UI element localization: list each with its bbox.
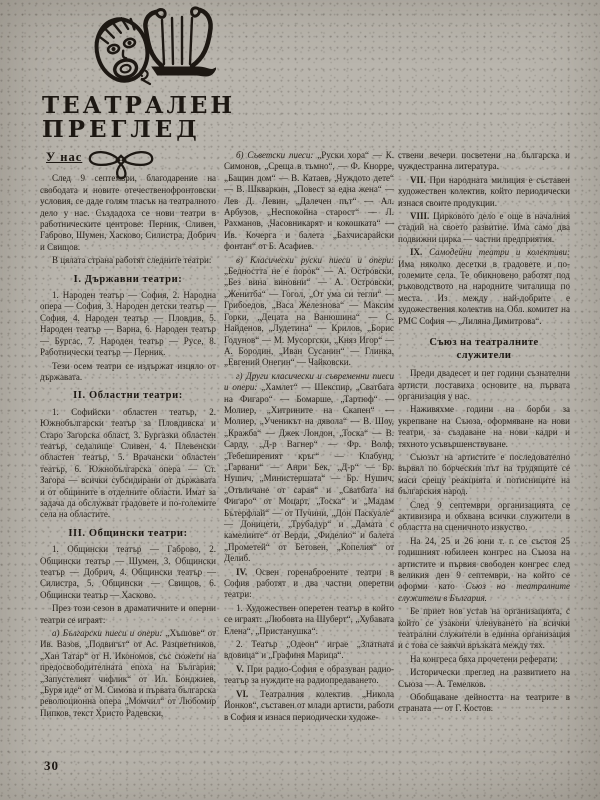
paragraph [40,290,216,358]
paragraph-text: Съюзът на артистите е последователно вървял по борческия път на трудящите се маси срещу реакцията и потисниците на българския народ. [398,451,570,497]
paragraph-lead: VI. [236,688,249,699]
paragraph-text: „Руски хора“ — К. Симонов, „Среща в тъмно“, — Ф. Кнорре, „Бащин дом“ — В. Катаев, „Чуждото дете“ — В. Шкваркин, „Повест за една жена“ — Лев Д. Левин, „Далечен път“ — Ал. Арбузов, „Неспокойна старост“ — Л. Рахманов, „Часовникарят и кокошката“ — Ив. Кочерга и балета „Бахчисарайски фонтан“ от Б. Асафиев. [224,150,394,252]
subsection-heading-municipal-theatres: III. Общински театри: [68,527,188,539]
paragraph-text: На 24, 25 и 26 юни т. г. се състоя 25 годишният юбилеен конгрес на Съюза на артистите и първия свободен конгрес след великия ден 9 септември, на който се оформи като [398,535,570,592]
paragraph-text: Наживяхме години на борби за укрепване на Съюза, оформяване на нови театри, за създаване на нови кадри и тяхното усъвършенствуване. [398,404,570,449]
paragraph-lead: б) Съветски пиеси: [236,150,314,160]
paragraph-lead: г) Други класически и съвременни пиеси и опери: [224,370,394,393]
paragraph [40,628,216,719]
column-right [398,150,570,717]
paragraph [224,689,394,723]
paragraph-lead: а) Български пиеси и опери: [52,628,163,639]
paragraph [398,500,570,534]
paragraph [224,255,394,369]
paragraph-lead-italic: Самодейни театри и колективи: [422,247,570,258]
section-heading-union: Съюз на театралните служители [429,337,539,362]
paragraph [398,536,570,604]
paragraph-text: Цирковото дело е още в началния стадий на своето развитие. Има само два подвижни цирка — частни предприятия. [398,211,570,244]
paragraph [398,452,570,498]
section-heading-u-nas: У нас [46,150,83,164]
paragraph-lead: в) Класически руски пиеси и опери: [236,254,394,265]
paragraph-text: Преди двадесет и пет години съзнателни артисти поставиха основите на първата организация у нас. [398,368,570,401]
paragraph-text: Тези осем театри се издържат изцяло от държавата. [40,360,216,382]
paragraph [40,361,216,384]
paragraph-text: Бе приет нов устав на организацията, с който се узакони членуването на всички театрални служители в единна организация и с това се заякчи връзката между тях. [398,606,570,651]
paragraph-lead: VII. [410,174,426,185]
paragraph [224,664,394,687]
paragraph [398,247,570,327]
paragraph [40,544,216,601]
paragraph-lead: IV. [236,566,248,577]
paragraph [398,175,570,209]
paragraph-text: 2. Театър „Одеон“ играе „Златната вдовица“ и „Графиня Марица“. [224,639,394,661]
paragraph-text: ствени вечери посветени на българска и чуждестранна литература. [398,150,570,172]
paragraph-text: През този сезон в драматичните и оперни театри се играят: [40,603,216,625]
paragraph-lead: V. [236,663,244,674]
paragraph [398,654,570,665]
page-title [42,92,236,143]
paragraph-lead: IX. [410,247,423,258]
paragraph-text: Обобщаване дейността на театрите в страната — от Г. Костов. [398,692,570,714]
paragraph-text: Освен горенаброените театри в София работят и два частни оперетни театри: [224,566,394,600]
paragraph [398,368,570,402]
paragraph [398,606,570,652]
paragraph [224,603,394,637]
paragraph [224,639,394,662]
paragraph-text: 1. Народен театър — София, 2. Народна опера — София, 3. Народен детски театър — София, 4. Народен театър — Пловдив, 5. Народен театър — Варна, 6. Народен театър — Бургас, 7. Народен театър — Русе, 8. Работнически театър — Перник. [40,290,216,358]
title-line-2: ПРЕГЛЕД [42,116,201,143]
paragraph [40,255,216,266]
paragraph-text: На конгреса бяха прочетени реферати: [410,653,558,664]
paragraph-text: 1. Софийски областен театър, 2. Южнобългарски театър за Пловдивска и Старо Загорска област, 3. Бургазки областен театър, седалище Сливен, 4. Плевенски областен театър, 5. Врачански областен театър, 6. Южнобългарска опера — Ст. Загора — всички субсидирани от държавата и от общините в отделните области. Имат за задача да обслужват градовете и по-големите села на областите. [40,406,216,520]
title-line-1: ТЕАТРАЛЕН [42,92,236,119]
subsection-heading-regional-theatres: II. Областни театри: [73,390,183,402]
paragraph-text: Исторически преглед на развитието на Съюза — А. Темелков. [398,667,570,689]
paragraph-text: При радио-София е образуван радио-театър за нуждите на радиопредаването. [224,663,394,686]
paragraph [398,667,570,690]
paragraph-text: При народната милиция е съставен художествен колектив, който периодически изнася своите продукции. [398,174,570,208]
paragraph-text: 1. Общински театър — Габрово, 2. Общински театър — Шумен, 3. Общински театър — Добрич, 4. Общински театър — Силистра, 5. Общински — Свищов, 6. Общински театър — Хасково. [40,544,216,600]
paragraph-text: В цялата страна работят следните театри: [52,255,212,266]
paragraph-text: 1. Художествен оперетен театър в който се играят: „Любовта на Шуберт“, „Хубавата Елена“, „Пристанушка“. [224,602,394,636]
paragraph [398,150,570,173]
column-left [40,152,216,721]
paragraph [40,173,216,253]
paragraph-text: Театралния колектив „Никола Йонков“, съставен от млади артисти, работи в София и изнася периодически художе- [224,688,394,722]
theater-masks-lyre-icon [84,6,216,92]
paragraph [398,692,570,715]
paragraph [224,567,394,601]
paragraph-text: „Хъшове“ от Ив. Вазов, „Подвигът“ от Ас. Разцветников, „Хан Татар“ от Н. Икономов, със сюжети на предосвободителната епоха на България; „Запустелият чифлик“ от Ил. Бонджиев, „Буря иде“ от М. Симова и първата българска революционна опера „Момчил“ от Любомир Пипков, текст Христо Радевски, [40,628,216,718]
paragraph [224,371,394,565]
paragraph-text: „Бедността не е порок“ — А. Островски, „Без вина виновни“ — А. Островски, „Женитба“ — Гогол, „От ума си тегли“ — Грибоедов, „Васа Железнова“ — Максим Горки, „Децата на Ванюшина“ — С. Найденов, „Лудетина“ — Крилов, „Борис Годунов“ — М. Мусоргски, „Княз Игор“ — А. Бородин, „Иван Сусанин“ — Глинка, „Евгений Онегин“ — Чайковски. [224,266,394,368]
paragraph [40,603,216,626]
column-middle [224,150,394,725]
paragraph-text: След 9 септември организацията се активизира и обхвана всички служители в областта на сценичното изкуство. [398,499,570,533]
paragraph-text: „Хамлет“ — Шекспир, „Сватбата на Фигаро“ — Бомарше, „Тартюф“ — Молиер, „Хитрините на Скапен“ — Молиер, „Ученикът на дявола“ — В. Шоу, „Кражба“ — Джек Лондон, „Тоска“ — В. Сарду, „Д-р Вагнер“ — Фр. Волф, „Тебеширеният кръг“ — Клабунд, „Гарвани“ — Анри Бек, „Д-р“ — Бр. Нушич, „Министершата“ — Бр. Нушич, „Отвличане от сарая“ и „Сватбата на Фигаро“ от Моцарт, „Тоска“ и „Мадам Бътерфлай“ — от Пучини, „Дон Паскуале“ — Доницети, „Трубадур“ и „Дамата с камелиите“ от Верди, „Фиделио“ и балета „Прометей“ от Бетовен, „Копелия“ от Делиб. [224,382,394,564]
subsection-heading-state-theatres: I. Държавни театри: [73,273,183,285]
paragraph-lead: VIII. [410,211,430,222]
paragraph-text: Има няколко десетки в градовете и по-големите села. Те обикновено работят под ръководството на народните читалища по места. Из между най-добрите е художествения колектив на Обл. комитет на РМС София — „Лиляна Димитрова“. [398,258,570,326]
paragraph [224,150,394,253]
paragraph [40,407,216,521]
paragraph [398,211,570,245]
paragraph [398,404,570,450]
paragraph-tail-italic: Съюз на театралните служители в България. [398,581,570,603]
page-number: 30 [44,758,59,773]
paragraph-text: След 9 септември, благодарение на свободата и новите отечественофронтовски условия, се даде голям тласък на театралното дело у нас. Създадоха се нови театри в работническите центрове: Перник, Сливен, Габрово, Шумен, Хасково, Силистра, Добрич и Свищов. [40,173,216,252]
